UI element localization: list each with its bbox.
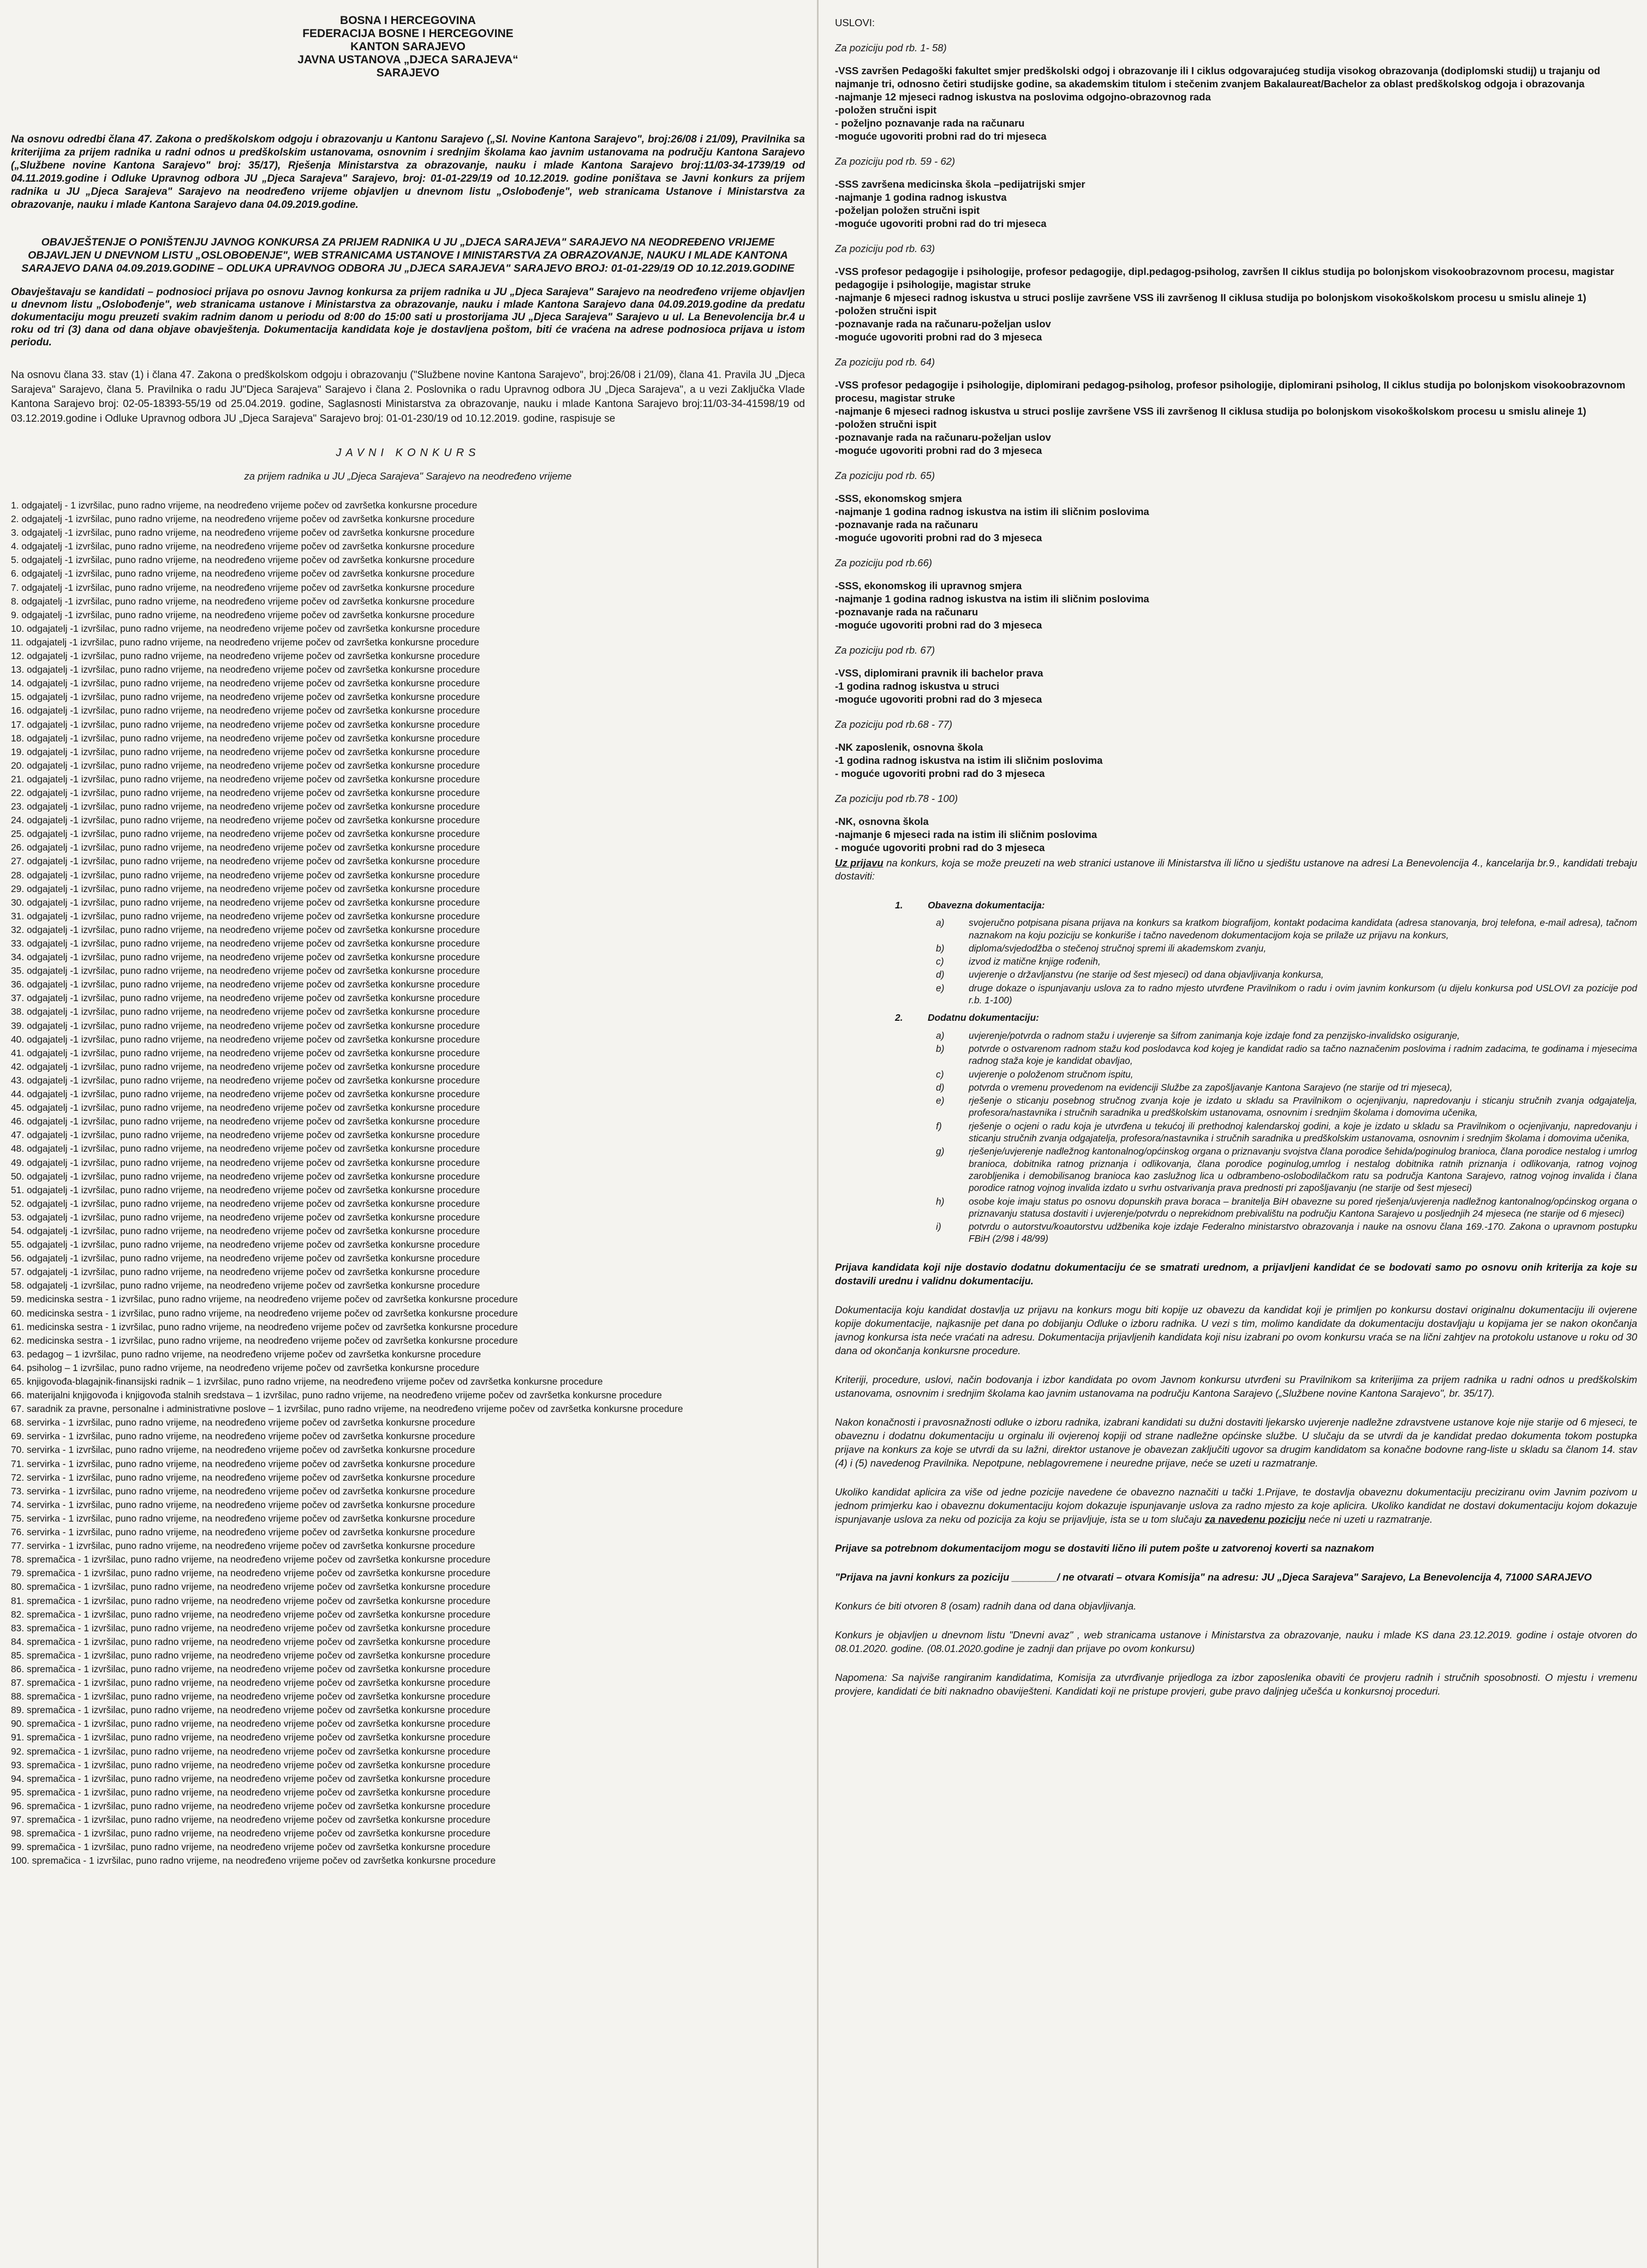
condition-group (835, 265, 1637, 344)
position-item: 79. spremačica - 1 izvršilac, puno radno vrijeme, na neodređeno vrijeme počev od završetka konkursne procedure (11, 1567, 491, 1579)
position-item: 41. odgajatelj -1 izvršilac, puno radno vrijeme, na neodređeno vrijeme počev od završetka konkursne procedure (11, 1047, 480, 1058)
application-lead: Uz prijavu (835, 857, 884, 869)
position-item: 32. odgajatelj -1 izvršilac, puno radno vrijeme, na neodređeno vrijeme počev od završetka konkursne procedure (11, 924, 480, 935)
condition-line: -poznavanje rada na računaru (835, 519, 978, 530)
position-item: 16. odgajatelj -1 izvršilac, puno radno vrijeme, na neodređeno vrijeme počev od završetka konkursne procedure (11, 705, 480, 716)
condition-group (835, 815, 1637, 854)
condition-position-ref: Za poziciju pod rb.78 - 100) (835, 793, 958, 804)
condition-line: -SSS, ekonomskog ili upravnog smjera (835, 580, 1022, 591)
position-item: 78. spremačica - 1 izvršilac, puno radno vrijeme, na neodređeno vrijeme počev od završetka konkursne procedure (11, 1554, 491, 1565)
condition-line: -SSS, ekonomskog smjera (835, 493, 962, 504)
document-item (936, 1043, 1637, 1067)
position-item: 94. spremačica - 1 izvršilac, puno radno vrijeme, na neodređeno vrijeme počev od završetka konkursne procedure (11, 1773, 491, 1784)
condition-line: -položen stručni ispit (835, 104, 937, 116)
position-item: 34. odgajatelj -1 izvršilac, puno radno vrijeme, na neodređeno vrijeme počev od završetka konkursne procedure (11, 952, 480, 963)
position-item: 14. odgajatelj -1 izvršilac, puno radno vrijeme, na neodređeno vrijeme počev od završetka konkursne procedure (11, 678, 480, 689)
document-item-label: d) (936, 1081, 945, 1093)
position-item: 38. odgajatelj -1 izvršilac, puno radno vrijeme, na neodređeno vrijeme počev od završetka konkursne procedure (11, 1006, 480, 1018)
position-item: 35. odgajatelj -1 izvršilac, puno radno vrijeme, na neodređeno vrijeme počev od završetka konkursne procedure (11, 965, 480, 977)
condition-line: -najmanje 1 godina radnog iskustva na istim ili sličnim poslovima (835, 593, 1149, 605)
position-item: 48. odgajatelj -1 izvršilac, puno radno vrijeme, na neodređeno vrijeme počev od završetka konkursne procedure (11, 1143, 480, 1154)
position-item: 61. medicinska sestra - 1 izvršilac, puno radno vrijeme, na neodređeno vrijeme počev od završetka konkursne procedure (11, 1321, 518, 1332)
condition-line: -položen stručni ispit (835, 305, 937, 316)
document-item (936, 942, 1637, 954)
position-item: 54. odgajatelj -1 izvršilac, puno radno vrijeme, na neodređeno vrijeme počev od završetka konkursne procedure (11, 1225, 480, 1236)
position-item: 30. odgajatelj -1 izvršilac, puno radno vrijeme, na neodređeno vrijeme počev od završetka konkursne procedure (11, 896, 480, 908)
document-item (936, 1094, 1637, 1119)
position-item: 31. odgajatelj -1 izvršilac, puno radno vrijeme, na neodređeno vrijeme počev od završetka konkursne procedure (11, 910, 480, 921)
header-line: FEDERACIJA BOSNE I HERCEGOVINE (302, 27, 514, 40)
position-item: 71. servirka - 1 izvršilac, puno radno vrijeme, na neodređeno vrijeme počev od završetka konkursne procedure (11, 1458, 475, 1469)
position-item: 11. odgajatelj -1 izvršilac, puno radno vrijeme, na neodređeno vrijeme počev od završetka konkursne procedure (11, 636, 480, 648)
document-item (936, 1195, 1637, 1220)
position-item: 72. servirka - 1 izvršilac, puno radno vrijeme, na neodređeno vrijeme počev od završetka konkursne procedure (11, 1471, 475, 1483)
position-item: 8. odgajatelj -1 izvršilac, puno radno vrijeme, na neodređeno vrijeme počev od završetka konkursne procedure (11, 595, 475, 607)
header-line: KANTON SARAJEVO (350, 40, 466, 53)
note-additional-docs: Prijava kandidata koji nije dostavio dodatnu dokumentaciju će se smatrati urednom, a prijavljeni kandidat će se bodovati samo po osnovu onih kriterija za koje su dostavili urednu i validnu dokumentaciju. (835, 1261, 1637, 1286)
document-item-text: potvrda o vremenu provedenom na evidenciji Službe za zapošljavanje Kantona Sarajevo (ne starije od tri mjeseca), (969, 1081, 1453, 1093)
note-remark: Napomena: Sa najviše rangiranim kandidatima, Komisija za utvrđivanje prijedloga za izbor zaposlenika obaviti će provjeru radnih i stručnih sposobnosti. O mjestu i vremenu provjere, kandidati će biti naknadno obaviješteni. Kandidati koji ne pristupe provjeri, gube pravo daljnjeg učešća u konkursnoj proceduri. (835, 1671, 1637, 1697)
document-item-label: b) (936, 942, 945, 954)
condition-line: -moguće ugovoriti probni rad do 3 mjeseca (835, 619, 1042, 631)
note-envelope-address: "Prijava na javni konkurs za poziciju ________/ ne otvarati – otvara Komisija" na adresu: JU „Djeca Sarajeva" Sarajevo, La Benevolencija 4, 71000 SARAJEVO (835, 1571, 1592, 1583)
position-item: 73. servirka - 1 izvršilac, puno radno vrijeme, na neodređeno vrijeme počev od završetka konkursne procedure (11, 1485, 475, 1497)
position-item: 44. odgajatelj -1 izvršilac, puno radno vrijeme, na neodređeno vrijeme počev od završetka konkursne procedure (11, 1088, 480, 1100)
position-item: 25. odgajatelj -1 izvršilac, puno radno vrijeme, na neodređeno vrijeme počev od završetka konkursne procedure (11, 828, 480, 840)
header-line: SARAJEVO (376, 67, 440, 79)
condition-line: -VSS, diplomirani pravnik ili bachelor prava (835, 667, 1043, 679)
condition-position-ref: Za poziciju pod rb. 63) (835, 243, 935, 254)
additional-docs-title: 2. Dodatnu dokumentaciju: (895, 1012, 1039, 1024)
condition-line: - poželjno poznavanje rada na računaru (835, 117, 1025, 129)
document-item-label: d) (936, 969, 945, 980)
condition-group (835, 667, 1637, 706)
position-item: 5. odgajatelj -1 izvršilac, puno radno vrijeme, na neodređeno vrijeme počev od završetka konkursne procedure (11, 554, 475, 566)
decision-paragraph: Na osnovu člana 33. stav (1) i člana 47. Zakona o predškolskom odgoju i obrazovanju ("Službene novine Kantona Sarajevo", broj:26/08 i 21/09), člana 41. Pravila JU „Djeca Sarajeva" Sarajevo, člana 5. Pravilnika o radu JU"Djeca Sarajeva" Sarajevo i člana 2. Poslovnika o radu Upravnog odbora JU „Djeca Sarajeva", a u vezi Zaključka Vlade Kantona Sarajevo broj: 02-05-18393-55/19 od 25.04.2019. godine, Saglasnosti Ministarstva za obrazovanje, nauku i mlade Kantona Sarajevo broj:11/03-34-41598/19 od 03.12.2019.godine i Odluke Upravnog odbora JU „Djeca Sarajeva" Sarajevo broj: 01-01-230/19 od 10.12.2019. godine, raspisuje se (11, 369, 805, 424)
document-item-label: e) (936, 1095, 945, 1106)
document-item (936, 968, 1637, 980)
document-item (936, 1120, 1637, 1145)
condition-line: -poznavanje rada na računaru-poželjan uslov (835, 318, 1051, 330)
document-item-label: c) (936, 956, 944, 967)
position-item: 42. odgajatelj -1 izvršilac, puno radno vrijeme, na neodređeno vrijeme počev od završetka konkursne procedure (11, 1061, 480, 1072)
position-item: 68. servirka - 1 izvršilac, puno radno vrijeme, na neodređeno vrijeme počev od završetka konkursne procedure (11, 1417, 475, 1428)
position-item: 27. odgajatelj -1 izvršilac, puno radno vrijeme, na neodređeno vrijeme počev od završetka konkursne procedure (11, 855, 480, 867)
position-item: 7. odgajatelj -1 izvršilac, puno radno vrijeme, na neodređeno vrijeme počev od završetka konkursne procedure (11, 582, 475, 593)
document-item-label: c) (936, 1068, 944, 1080)
condition-line: -VSS završen Pedagoški fakultet smjer predškolski odgoj i obrazovanje ili I ciklus odgovarajućeg studija visokog obrazovanja (dodiplomski studij) u trajanju od najmanje tri, odnosno četiri studijske godine, sa akademskim titulom i stečenim zvanjem Bakalaureat/Bachelor za oblast predškolskog odgoja i obrazovanja (835, 65, 1601, 89)
condition-line: - moguće ugovoriti probni rad do 3 mjeseca (835, 842, 1045, 853)
condition-group (835, 579, 1637, 632)
position-item: 37. odgajatelj -1 izvršilac, puno radno vrijeme, na neodređeno vrijeme počev od završetka konkursne procedure (11, 992, 480, 1004)
position-item: 12. odgajatelj -1 izvršilac, puno radno vrijeme, na neodređeno vrijeme počev od završetka konkursne procedure (11, 650, 480, 662)
position-item: 99. spremačica - 1 izvršilac, puno radno vrijeme, na neodređeno vrijeme počev od završetka konkursne procedure (11, 1841, 491, 1853)
position-item: 46. odgajatelj -1 izvršilac, puno radno vrijeme, na neodređeno vrijeme počev od završetka konkursne procedure (11, 1116, 480, 1127)
position-item: 75. servirka - 1 izvršilac, puno radno vrijeme, na neodređeno vrijeme počev od završetka konkursne procedure (11, 1512, 475, 1524)
position-item: 92. spremačica - 1 izvršilac, puno radno vrijeme, na neodređeno vrijeme počev od završetka konkursne procedure (11, 1745, 491, 1757)
position-item: 66. materijalni knjigovođa i knjigovođa stalnih sredstava – 1 izvršilac, puno radno vrijeme, na neodređeno vrijeme počev od završetka konkursne procedure (11, 1390, 662, 1401)
condition-position-ref: Za poziciju pod rb. 59 - 62) (835, 155, 956, 167)
condition-group (835, 178, 1637, 230)
note-criteria: Kriteriji, procedure, uslovi, način bodovanja i izbor kandidata po ovom Javnom konkursu utvrđeni su Pravilnikom sa kriterijima za prijem radnika u radni odnos u predškolskim ustanovama, osnovnim i srednjim školama kao javnim ustanovama na području Kantona Sarajevo („Službene novine Kantona Sarajevo", br. 35/17). (835, 1373, 1637, 1399)
note-open-duration: Konkurs će biti otvoren 8 (osam) radnih dana od dana objavljivanja. (835, 1600, 1137, 1612)
document-item (936, 917, 1637, 941)
condition-line: -najmanje 1 godina radnog iskustva (835, 192, 1007, 203)
condition-line: -SSS završena medicinska škola –pedijatrijski smjer (835, 178, 1085, 190)
position-item: 84. spremačica - 1 izvršilac, puno radno vrijeme, na neodređeno vrijeme počev od završetka konkursne procedure (11, 1636, 491, 1647)
note-submission: Prijave sa potrebnom dokumentacijom mogu se dostaviti lično ili putem pošte u zatvorenoj koverti sa naznakom (835, 1542, 1374, 1554)
left-column (11, 0, 805, 2268)
document-item-label: g) (936, 1146, 945, 1157)
condition-line: -NK, osnovna škola (835, 816, 929, 827)
condition-line: -1 godina radnog iskustva u struci (835, 680, 1000, 692)
document-item-text: potvrdu o autorstvu/koautorstvu udžbenika koje izdaje Federalno ministarstvo obrazovanja i nauke na osnovu člana 169.-170. Zakona o upravnom postupku FBiH (2/98 i 48/99) (969, 1221, 1637, 1244)
position-item: 65. knjigovođa-blagajnik-finansijski radnik – 1 izvršilac, puno radno vrijeme, na neodređeno vrijeme počev od završetka konkursne procedure (11, 1376, 603, 1387)
condition-position-ref: Za poziciju pod rb. 67) (835, 644, 935, 656)
position-item: 100. spremačica - 1 izvršilac, puno radno vrijeme, na neodređeno vrijeme počev od završetka konkursne procedure (11, 1855, 496, 1866)
position-item: 29. odgajatelj -1 izvršilac, puno radno vrijeme, na neodređeno vrijeme počev od završetka konkursne procedure (11, 883, 480, 894)
condition-line: -VSS profesor pedagogije i psihologije, profesor pedagogije, dipl.pedagog-psiholog, završen II ciklus studija po bolonjskom visokoobrazovnom procesu, magistar pedagogije i psihologije, magistar struke (835, 266, 1614, 290)
document-item (936, 1068, 1637, 1080)
position-item: 17. odgajatelj -1 izvršilac, puno radno vrijeme, na neodređeno vrijeme počev od završetka konkursne procedure (11, 719, 480, 730)
header-line: BOSNA I HERCEGOVINA (340, 14, 476, 27)
condition-line: - moguće ugovoriti probni rad do 3 mjeseca (835, 768, 1045, 779)
position-item: 57. odgajatelj -1 izvršilac, puno radno vrijeme, na neodređeno vrijeme počev od završetka konkursne procedure (11, 1266, 480, 1278)
condition-line: -položen stručni ispit (835, 418, 937, 430)
position-item: 80. spremačica - 1 izvršilac, puno radno vrijeme, na neodređeno vrijeme počev od završetka konkursne procedure (11, 1581, 491, 1593)
document-item-text: diploma/svjedodžba o stečenoj stručnoj spremi ili akademskom zvanju, (969, 942, 1267, 954)
document-item-label: h) (936, 1195, 945, 1207)
position-item: 58. odgajatelj -1 izvršilac, puno radno vrijeme, na neodređeno vrijeme počev od završetka konkursne procedure (11, 1280, 480, 1291)
position-item: 59. medicinska sestra - 1 izvršilac, puno radno vrijeme, na neodređeno vrijeme počev od završetka konkursne procedure (11, 1294, 518, 1305)
document-item-text: potvrde o ostvarenom radnom stažu kod poslodavca kod kojeg je kandidat radio sa tačno naznačenim poslovima i radnim zadacima, te godinama i mjesecima radnog staža koje je kandidat obavljao, (969, 1043, 1637, 1067)
position-item: 51. odgajatelj -1 izvršilac, puno radno vrijeme, na neodređeno vrijeme počev od završetka konkursne procedure (11, 1184, 480, 1195)
position-item: 40. odgajatelj -1 izvršilac, puno radno vrijeme, na neodređeno vrijeme počev od završetka konkursne procedure (11, 1033, 480, 1045)
condition-group (835, 741, 1637, 780)
position-item: 4. odgajatelj -1 izvršilac, puno radno vrijeme, na neodređeno vrijeme počev od završetka konkursne procedure (11, 541, 475, 552)
document-item (936, 1145, 1637, 1194)
position-item: 26. odgajatelj -1 izvršilac, puno radno vrijeme, na neodređeno vrijeme počev od završetka konkursne procedure (11, 842, 480, 853)
position-item: 10. odgajatelj -1 izvršilac, puno radno vrijeme, na neodređeno vrijeme počev od završetka konkursne procedure (11, 623, 480, 634)
position-item: 52. odgajatelj -1 izvršilac, puno radno vrijeme, na neodređeno vrijeme počev od završetka konkursne procedure (11, 1198, 480, 1209)
intro-paragraph: Na osnovu odredbi člana 47. Zakona o predškolskom odgoju i obrazovanju u Kantonu Sarajevo („Sl. Novine Kantona Sarajevo", broj:26/08 i 21/09), Pravilnika sa kriterijima za prijem radnika u radni odnos u predškolskim ustanovama, osnovnim i srednjim školama kao javnim ustanovama na području Kantona Sarajevo („Službene novine Kantona Sarajevo" broj: 35/17), Rješenja Ministarstva za obrazovanje, nauku i mlade Kantona Sarajevo broj:11/03-34-1739/19 od 04.11.2019.godine i Odluke Upravnog odbora JU „Djeca Sarajeva" Sarajevo, broj: 01-01-229/19 od 10.12.2019. godine poništava se Javni konkurs za prijem radnika u JU „Djeca Sarajeva" Sarajevo na neodređeno vrijeme objavljen u dnevnom listu „Oslobođenje", web stranicama Ustanove i Ministarstva za obrazovanje, nauku i mlade Kantona Sarajevo dana 04.09.2019.godine. (11, 134, 805, 211)
institution-header (11, 0, 805, 80)
condition-line: -moguće ugovoriti probni rad do tri mjeseca (835, 130, 1047, 142)
position-item: 23. odgajatelj -1 izvršilac, puno radno vrijeme, na neodređeno vrijeme počev od završetka konkursne procedure (11, 801, 480, 812)
position-item: 96. spremačica - 1 izvršilac, puno radno vrijeme, na neodređeno vrijeme počev od završetka konkursne procedure (11, 1800, 491, 1811)
note-multiple-positions: Ukoliko kandidat aplicira za više od jedne pozicije navedene će obavezno naznačiti u tački 1.Prijave, te dostavlja obaveznu dokumentaciju preciziranu ovim Javnim pozivom u jednom primjerku kao i obaveznu dokumentaciju kojom dokazuje ispunjavanje uslova za radno mjesto za koje aplicira. Ukoliko kandidat ne dostavi dokumentaciju kojom dokazuje ispunjavanje uslova za neku od pozicija za koju se prijavljuje, ista se u tom slučaju za navedenu poziciju neće ni uzeti u razmatranje. (835, 1486, 1637, 1525)
document-item-label: a) (936, 917, 945, 929)
document-item (936, 955, 1637, 967)
condition-position-ref: Za poziciju pod rb.68 - 77) (835, 719, 952, 730)
position-item: 93. spremačica - 1 izvršilac, puno radno vrijeme, na neodređeno vrijeme počev od završetka konkursne procedure (11, 1759, 491, 1770)
note-publication: Konkurs je objavljen u dnevnom listu "Dnevni avaz" , web stranicama ustanove i Ministarstva za obrazovanje, nauku i mlade KS dana 23.12.2019. godine i ostaje otvoren do 08.01.2020. godine. (08.01.2020.godine je zadnji dan prijave po ovom konkursu) (835, 1629, 1637, 1654)
additional-docs-list (835, 1030, 1637, 1245)
position-item: 15. odgajatelj -1 izvršilac, puno radno vrijeme, na neodređeno vrijeme počev od završetka konkursne procedure (11, 691, 480, 703)
document-item-label: a) (936, 1030, 945, 1041)
document-item-label: e) (936, 982, 945, 994)
application-text: na konkurs, koja se može preuzeti na web stranici ustanove ili Ministarstva ili lično u sjedištu ustanove na adresi La Benevolencija 4., kancelarija br.9., kandidati trebaju dostaviti: (835, 857, 1637, 882)
document-item (936, 1081, 1637, 1093)
note-medical: Nakon konačnosti i pravosnažnosti odluke o izboru radnika, izabrani kandidati su dužni dostaviti ljekarsko uvjerenje nadležne zdravstvene ustanove koje nije starije od 6 mjeseci, te obaveznu i dodatnu dokumentaciju u orginalu ili ovjerenoj kopiji od strane nadležne općinske službe. U slučaju da se utvrdi da je kandidat predao dokumenta tokom postupka prijave na konkurs za koje se utvrdi da su lažni, direktor ustanove je obavezan zaključiti ugovor sa drugim kandidatom sa konačne bodovne rang-liste u skladu sa članom 14. stav (4) i (5) navedenog Pravilnika. Nepotpune, neblagovremene i neuredne prijave, neće se uzeti u razmatranje. (835, 1416, 1637, 1469)
position-item: 21. odgajatelj -1 izvršilac, puno radno vrijeme, na neodređeno vrijeme počev od završetka konkursne procedure (11, 773, 480, 785)
position-item: 19. odgajatelj -1 izvršilac, puno radno vrijeme, na neodređeno vrijeme počev od završetka konkursne procedure (11, 746, 480, 757)
document-item-text: rješenje/uvjerenje nadležnog kantonalnog/općinskog organa o priznavanju svojstva člana porodice šehida/poginulog branioca, člana porodice nestalog i umrlog branioca, dobitnika ratnog priznanja i odlikovanja, člana porodice poginulog,umrlog i nestalog dobitnika ratnih priznanja i odlikovanja, ratnog vojnog zarobljenika i demobilisanog branioca kao zaslužnog lica u odbrambeno-oslobodilačkom ratu sa područja Kantona Sarajevo, ratnog vojnog invalida i člana porodice ratnog vojnog invalida izdato u svrhu ostvarivanja prava prednosti pri zapošljavanju (ne starije od šest mjeseci) (969, 1146, 1637, 1194)
position-item: 74. servirka - 1 izvršilac, puno radno vrijeme, na neodređeno vrijeme počev od završetka konkursne procedure (11, 1499, 475, 1510)
condition-group (835, 492, 1637, 544)
position-item: 45. odgajatelj -1 izvršilac, puno radno vrijeme, na neodređeno vrijeme počev od završetka konkursne procedure (11, 1102, 480, 1114)
position-item: 49. odgajatelj -1 izvršilac, puno radno vrijeme, na neodređeno vrijeme počev od završetka konkursne procedure (11, 1157, 480, 1168)
position-item: 69. servirka - 1 izvršilac, puno radno vrijeme, na neodređeno vrijeme počev od završetka konkursne procedure (11, 1431, 475, 1442)
document-item-label: b) (936, 1043, 945, 1054)
position-item: 89. spremačica - 1 izvršilac, puno radno vrijeme, na neodređeno vrijeme počev od završetka konkursne procedure (11, 1704, 491, 1716)
document-item (936, 982, 1637, 1007)
position-item: 2. odgajatelj -1 izvršilac, puno radno vrijeme, na neodređeno vrijeme počev od završetka konkursne procedure (11, 513, 475, 525)
document-item-label: i) (936, 1221, 941, 1232)
condition-line: -najmanje 12 mjeseci radnog iskustva na poslovima odgojno-obrazovnog rada (835, 91, 1211, 103)
position-item: 83. spremačica - 1 izvršilac, puno radno vrijeme, na neodređeno vrijeme počev od završetka konkursne procedure (11, 1622, 491, 1633)
position-item: 82. spremačica - 1 izvršilac, puno radno vrijeme, na neodređeno vrijeme počev od završetka konkursne procedure (11, 1608, 491, 1620)
condition-group (835, 379, 1637, 457)
condition-line: -poznavanje rada na računaru (835, 606, 978, 618)
position-item: 63. pedagog – 1 izvršilac, puno radno vrijeme, na neodređeno vrijeme počev od završetka konkursne procedure (11, 1348, 481, 1360)
condition-position-ref: Za poziciju pod rb. 1- 58) (835, 42, 947, 53)
document-item-text: uvjerenje o državljanstvu (ne starije od šest mjeseci) od dana objavljivanja konkursa, (969, 969, 1324, 980)
right-column (835, 0, 1637, 2268)
document-item-text: izvod iz matične knjige rođenih, (969, 956, 1101, 967)
position-item: 6. odgajatelj -1 izvršilac, puno radno vrijeme, na neodređeno vrijeme počev od završetka konkursne procedure (11, 568, 475, 579)
notice-body: Obavještavaju se kandidati – podnosioci prijava po osnovu Javnog konkursa za prijem radnika u JU „Djeca Sarajeva" Sarajevo na neodređeno vrijeme objavljen u dnevnom listu „Oslobođenje", web stranicama ustanove i Ministarstva za obrazovanje, nauku i mlade Kantona Sarajevo dana 04.09.2019.godine da predatu dokumentaciju mogu preuzeti svakim radnim danom u periodu od 8:00 do 15:00 sati u prostorijama JU „Djeca Sarajeva" Sarajevo u ul. La Benevolencija br.4 u roku od tri (3) dana od dana objave obavještenja. Dokumentacija kandidata koje je dostavljena poštom, biti će vraćena na adrese podnosioca prijava u istom periodu. (11, 286, 805, 348)
position-item: 97. spremačica - 1 izvršilac, puno radno vrijeme, na neodređeno vrijeme počev od završetka konkursne procedure (11, 1814, 491, 1825)
positions-list (11, 499, 805, 1868)
note-copies: Dokumentacija koju kandidat dostavlja uz prijavu na konkurs mogu biti kopije uz obavezu da kandidat koji je primljen po konkursu dostavi originalnu dokumentaciju ili ovjerene kopije dokumentacije, najkasnije pet dana po dobijanju Odluke o izboru radnika. U vezi s tim, molimo kandidate da dokumentaciju dostavljaju u kopijama jer se nakon okončanja javnog konkursa ista neće vraćati na adresu. Dokumentacija prijavljenih kandidata koji nisu izabrani po ovom konkursu vraća se na lični zahtjev na protokolu ustanove u roku od 30 dana od okončanja konkursne procedure. (835, 1303, 1637, 1356)
condition-group (835, 64, 1637, 143)
position-item: 55. odgajatelj -1 izvršilac, puno radno vrijeme, na neodređeno vrijeme počev od završetka konkursne procedure (11, 1239, 480, 1250)
condition-line: -moguće ugovoriti probni rad do tri mjeseca (835, 218, 1047, 229)
position-item: 36. odgajatelj -1 izvršilac, puno radno vrijeme, na neodređeno vrijeme počev od završetka konkursne procedure (11, 979, 480, 990)
condition-position-ref: Za poziciju pod rb. 64) (835, 356, 935, 368)
document-item-text: uvjerenje o položenom stručnom ispitu, (969, 1068, 1133, 1080)
position-item: 60. medicinska sestra - 1 izvršilac, puno radno vrijeme, na neodređeno vrijeme počev od završetka konkursne procedure (11, 1307, 518, 1319)
position-item: 22. odgajatelj -1 izvršilac, puno radno vrijeme, na neodređeno vrijeme počev od završetka konkursne procedure (11, 787, 480, 798)
condition-line: -najmanje 6 mjeseci radnog iskustva u struci poslije završene VSS ili završenog II ciklusa studija po bolonjskom visokoškolskom procesu u smislu alineje 1) (835, 405, 1586, 417)
position-item: 33. odgajatelj -1 izvršilac, puno radno vrijeme, na neodređeno vrijeme počev od završetka konkursne procedure (11, 938, 480, 949)
document-item-text: rješenje o sticanju posebnog stručnog zvanja koje je izdato u skladu sa Pravilnikom o ocjenjivanju, napredovanju i sticanju stručnih zvanja odgajatelja, profesora/nastavnika i stručnih saradnika u predškolskim ustanovama, osnovnim i srednjim školama i domovima učenika, (969, 1095, 1637, 1118)
condition-line: -moguće ugovoriti probni rad do 3 mjeseca (835, 445, 1042, 456)
position-item: 56. odgajatelj -1 izvršilac, puno radno vrijeme, na neodređeno vrijeme počev od završetka konkursne procedure (11, 1253, 480, 1264)
documents-section (835, 899, 1637, 1245)
application-instructions (835, 857, 1637, 883)
document-item-text: uvjerenje/potvrda o radnom stažu i uvjerenje sa šifrom zanimanja koje izdaje fond za penzijsko-invalidsko osiguranje, (969, 1030, 1460, 1041)
position-item: 86. spremačica - 1 izvršilac, puno radno vrijeme, na neodređeno vrijeme počev od završetka konkursne procedure (11, 1663, 491, 1674)
document-item (936, 1220, 1637, 1245)
document-item-text: svojeručno potpisana pisana prijava na konkurs sa kratkom biografijom, kontakt podacima kandidata (adresa stanovanja, broj telefona, e-mail adresa), tačnom naznakom na koju poziciju se konkuriše i tačno navedenom dokumentacijom koja se prilaže uz prijavu na konkurs, (969, 917, 1637, 941)
position-item: 1. odgajatelj - 1 izvršilac, puno radno vrijeme, na neodređeno vrijeme počev od završetka konkursne procedure (11, 500, 478, 511)
mandatory-docs-title: 1. Obavezna dokumentacija: (895, 900, 1045, 911)
conditions-heading: USLOVI: (835, 17, 875, 28)
conditions-list (835, 41, 1637, 854)
document-item-text: rješenje o ocjeni o radu koja je utvrđena u tekućoj ili prethodnoj kalendarskoj godini, a koje je izdato u skladu sa Pravilnikom o ocjenjivanju, napredovanju i sticanju stručnih zvanja odgajatelja, profesora/nastavnika i stručnih saradnika u predškolskim ustanovama, osnovnim i srednjim školama i domovima učenika, (969, 1120, 1637, 1144)
position-item: 91. spremačica - 1 izvršilac, puno radno vrijeme, na neodređeno vrijeme počev od završetka konkursne procedure (11, 1732, 491, 1743)
position-item: 95. spremačica - 1 izvršilac, puno radno vrijeme, na neodređeno vrijeme počev od završetka konkursne procedure (11, 1786, 491, 1798)
position-item: 39. odgajatelj -1 izvršilac, puno radno vrijeme, na neodređeno vrijeme počev od završetka konkursne procedure (11, 1020, 480, 1031)
condition-line: -NK zaposlenik, osnovna škola (835, 741, 983, 753)
position-item: 47. odgajatelj -1 izvršilac, puno radno vrijeme, na neodređeno vrijeme počev od završetka konkursne procedure (11, 1129, 480, 1141)
header-line: JAVNA USTANOVA „DJECA SARAJEVA“ (297, 53, 518, 66)
condition-line: -poželjan položen stručni ispit (835, 205, 980, 216)
position-item: 24. odgajatelj -1 izvršilac, puno radno vrijeme, na neodređeno vrijeme počev od završetka konkursne procedure (11, 815, 480, 826)
position-item: 87. spremačica - 1 izvršilac, puno radno vrijeme, na neodređeno vrijeme počev od završetka konkursne procedure (11, 1677, 491, 1689)
condition-line: -1 godina radnog iskustva na istim ili sličnim poslovima (835, 755, 1103, 766)
position-item: 98. spremačica - 1 izvršilac, puno radno vrijeme, na neodređeno vrijeme počev od završetka konkursne procedure (11, 1828, 491, 1839)
document-item-label: f) (936, 1120, 942, 1132)
competition-title: JAVNI KONKURS (336, 447, 480, 459)
document-item (936, 1030, 1637, 1042)
position-item: 53. odgajatelj -1 izvršilac, puno radno vrijeme, na neodređeno vrijeme počev od završetka konkursne procedure (11, 1211, 480, 1223)
condition-position-ref: Za poziciju pod rb.66) (835, 557, 932, 569)
position-item: 76. servirka - 1 izvršilac, puno radno vrijeme, na neodređeno vrijeme počev od završetka konkursne procedure (11, 1527, 475, 1538)
position-item: 28. odgajatelj -1 izvršilac, puno radno vrijeme, na neodređeno vrijeme počev od završetka konkursne procedure (11, 869, 480, 881)
position-item: 77. servirka - 1 izvršilac, puno radno vrijeme, na neodređeno vrijeme počev od završetka konkursne procedure (11, 1540, 475, 1552)
position-item: 20. odgajatelj -1 izvršilac, puno radno vrijeme, na neodređeno vrijeme počev od završetka konkursne procedure (11, 759, 480, 771)
position-item: 81. spremačica - 1 izvršilac, puno radno vrijeme, na neodređeno vrijeme počev od završetka konkursne procedure (11, 1595, 491, 1606)
position-item: 85. spremačica - 1 izvršilac, puno radno vrijeme, na neodređeno vrijeme počev od završetka konkursne procedure (11, 1649, 491, 1661)
condition-line: -moguće ugovoriti probni rad do 3 mjeseca (835, 331, 1042, 343)
condition-line: -moguće ugovoriti probni rad do 3 mjeseca (835, 532, 1042, 543)
position-item: 64. psiholog – 1 izvršilac, puno radno vrijeme, na neodređeno vrijeme počev od završetka konkursne procedure (11, 1362, 480, 1373)
document-item-text: druge dokaze o ispunjavanju uslova za to radno mjesto utvrđene Pravilnikom o radu i ovim javnim konkursom (u dijelu konkursa pod USLOVI za pozicije pod r.b. 1-100) (969, 982, 1637, 1006)
column-divider (817, 0, 819, 2268)
document-item-text: osobe koje imaju status po osnovu dopunskih prava boraca – branitelja BiH obavezne su pored rješenja/uvjerenja nadležnog kantonalnog/općinskog organa o priznavanju statusa dostaviti i uvjerenje/potvrdu o neprekidnom prebivalištu na području Kantona Sarajevo u posljednjih 24 mjeseca (ne starije od 6 mjeseci) (969, 1195, 1637, 1219)
condition-line: -najmanje 6 mjeseci radnog iskustva u struci poslije završene VSS ili završenog II ciklusa studija po bolonjskom visokoškolskom procesu u smislu alineje 1) (835, 292, 1586, 303)
position-item: 88. spremačica - 1 izvršilac, puno radno vrijeme, na neodređeno vrijeme počev od završetka konkursne procedure (11, 1691, 491, 1702)
position-item: 90. spremačica - 1 izvršilac, puno radno vrijeme, na neodređeno vrijeme počev od završetka konkursne procedure (11, 1718, 491, 1730)
condition-position-ref: Za poziciju pod rb. 65) (835, 470, 935, 481)
position-item: 9. odgajatelj -1 izvršilac, puno radno vrijeme, na neodređeno vrijeme počev od završetka konkursne procedure (11, 609, 475, 620)
position-item: 62. medicinska sestra - 1 izvršilac, puno radno vrijeme, na neodređeno vrijeme počev od završetka konkursne procedure (11, 1335, 518, 1346)
condition-line: -najmanje 1 godina radnog iskustva na istim ili sličnim poslovima (835, 506, 1149, 517)
position-item: 50. odgajatelj -1 izvršilac, puno radno vrijeme, na neodređeno vrijeme počev od završetka konkursne procedure (11, 1170, 480, 1182)
mandatory-docs-list (835, 917, 1637, 1006)
position-item: 18. odgajatelj -1 izvršilac, puno radno vrijeme, na neodređeno vrijeme počev od završetka konkursne procedure (11, 732, 480, 744)
condition-line: -najmanje 6 mjeseci rada na istim ili sličnim poslovima (835, 829, 1097, 840)
condition-line: -VSS profesor pedagogije i psihologije, diplomirani pedagog-psiholog, profesor psihologije, diplomirani psiholog, II ciklus studija po bolonjskom visokoobrazovnom procesu, magistar struke (835, 379, 1626, 404)
position-item: 43. odgajatelj -1 izvršilac, puno radno vrijeme, na neodređeno vrijeme počev od završetka konkursne procedure (11, 1074, 480, 1086)
condition-line: -poznavanje rada na računaru-poželjan uslov (835, 432, 1051, 443)
position-item: 70. servirka - 1 izvršilac, puno radno vrijeme, na neodređeno vrijeme počev od završetka konkursne procedure (11, 1444, 475, 1456)
condition-line: -moguće ugovoriti probni rad do 3 mjeseca (835, 693, 1042, 705)
competition-subtitle: za prijem radnika u JU „Djeca Sarajeva" Sarajevo na neodređeno vrijeme (244, 470, 572, 482)
notice-title: OBAVJEŠTENJE O PONIŠTENJU JAVNOG KONKURSA ZA PRIJEM RADNIKA U JU „DJECA SARAJEVA" SARAJEVO NA NEODREĐENO VRIJEME OBJAVLJEN U DNEVNOM LISTU „OSLOBOĐENJE", WEB STRANICAMA USTANOVE I MINISTARSTVA ZA OBRAZOVANJE, NAUKU I MLADE KANTONA SARAJEVO DANA 04.09.2019.GODINE – ODLUKA UPRAVNOG ODBORA JU „DJECA SARAJEVA" SARAJEVO BROJ: 01-01-229/19 OD 10.12.2019.GODINE (21, 236, 795, 274)
position-item: 67. saradnik za pravne, personalne i administrativne poslove – 1 izvršilac, puno radno vrijeme, na neodređeno vrijeme počev od završetka konkursne procedure (11, 1403, 683, 1415)
position-item: 13. odgajatelj -1 izvršilac, puno radno vrijeme, na neodređeno vrijeme počev od završetka konkursne procedure (11, 664, 480, 675)
position-item: 3. odgajatelj -1 izvršilac, puno radno vrijeme, na neodređeno vrijeme počev od završetka konkursne procedure (11, 527, 475, 538)
